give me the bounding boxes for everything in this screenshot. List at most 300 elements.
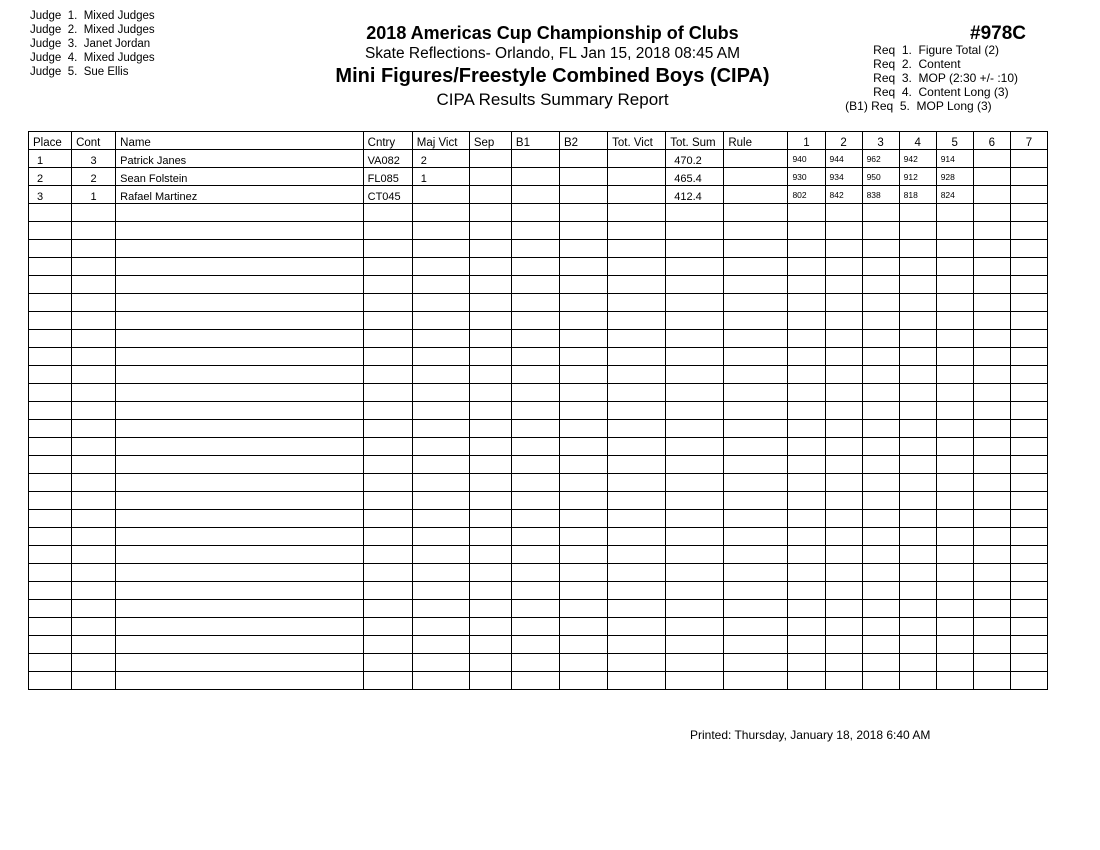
cell-b1 (511, 294, 559, 312)
cell-b2 (560, 384, 608, 402)
cell-tot-sum: 470.2 (666, 150, 724, 168)
cell-j3 (862, 384, 899, 402)
table-row (29, 240, 1048, 258)
cell-rule (724, 258, 788, 276)
cell-place (29, 474, 72, 492)
cell-place (29, 384, 72, 402)
cell-b1 (511, 276, 559, 294)
cell-rule (724, 528, 788, 546)
cell-b2 (560, 492, 608, 510)
column-header: Maj Vict (412, 132, 469, 150)
cell-maj-vict (412, 384, 469, 402)
table-row (29, 582, 1048, 600)
cell-j4 (899, 420, 936, 438)
cell-cntry (363, 672, 412, 690)
cell-maj-vict (412, 348, 469, 366)
cell-j1 (788, 204, 825, 222)
table-row (29, 276, 1048, 294)
cell-b1 (511, 672, 559, 690)
cell-tot-vict (608, 582, 666, 600)
column-header: Tot. Sum (666, 132, 724, 150)
cell-j3 (862, 672, 899, 690)
cell-name (116, 438, 363, 456)
cell-sep (469, 204, 511, 222)
competition-title: 2018 Americas Cup Championship of Clubs (366, 23, 739, 43)
cell-sep (469, 456, 511, 474)
cell-b1 (511, 150, 559, 168)
cell-b2 (560, 564, 608, 582)
cell-b2 (560, 150, 608, 168)
cell-cntry (363, 384, 412, 402)
cell-j2 (825, 528, 862, 546)
cell-tot-sum (666, 546, 724, 564)
cell-name (116, 276, 363, 294)
cell-cntry (363, 618, 412, 636)
cell-rule (724, 150, 788, 168)
cell-tot-vict (608, 672, 666, 690)
cell-j1 (788, 438, 825, 456)
cell-j6 (973, 384, 1010, 402)
cell-place: 3 (29, 186, 72, 204)
cell-sep (469, 240, 511, 258)
cell-j1 (788, 492, 825, 510)
cell-place (29, 456, 72, 474)
cell-maj-vict (412, 312, 469, 330)
cell-j3 (862, 294, 899, 312)
cell-j7 (1010, 204, 1047, 222)
cell-b1 (511, 654, 559, 672)
cell-maj-vict (412, 528, 469, 546)
cell-j6 (973, 294, 1010, 312)
cell-j1 (788, 474, 825, 492)
cell-j5 (936, 366, 973, 384)
cell-b1 (511, 168, 559, 186)
cell-name (116, 366, 363, 384)
cell-j2 (825, 366, 862, 384)
cell-name (116, 240, 363, 258)
cell-b2 (560, 438, 608, 456)
cell-j5 (936, 258, 973, 276)
cell-tot-vict (608, 528, 666, 546)
cell-j5 (936, 240, 973, 258)
requirement-prefix: (B1) (845, 99, 872, 113)
cell-j7 (1010, 348, 1047, 366)
cell-j5 (936, 510, 973, 528)
cell-b1 (511, 330, 559, 348)
cell-j3 (862, 510, 899, 528)
cell-maj-vict (412, 654, 469, 672)
cell-j2 (825, 420, 862, 438)
column-header: Cntry (363, 132, 412, 150)
cell-cntry: VA082 (363, 150, 412, 168)
cell-tot-vict (608, 294, 666, 312)
cell-j1 (788, 456, 825, 474)
table-row (29, 330, 1048, 348)
cell-tot-vict (608, 366, 666, 384)
cell-j4 (899, 240, 936, 258)
cell-b2 (560, 510, 608, 528)
cell-b2 (560, 618, 608, 636)
cell-cont (72, 510, 116, 528)
cell-tot-sum: 412.4 (666, 186, 724, 204)
cell-sep (469, 366, 511, 384)
cell-j6 (973, 654, 1010, 672)
cell-j2 (825, 474, 862, 492)
cell-b1 (511, 528, 559, 546)
cell-rule (724, 672, 788, 690)
cell-tot-sum (666, 402, 724, 420)
cell-rule (724, 186, 788, 204)
cell-b2 (560, 168, 608, 186)
cell-place (29, 204, 72, 222)
cell-place (29, 240, 72, 258)
cell-j6 (973, 564, 1010, 582)
cell-j3 (862, 546, 899, 564)
cell-sep (469, 384, 511, 402)
cell-tot-sum (666, 240, 724, 258)
cell-j7 (1010, 258, 1047, 276)
cell-tot-vict (608, 258, 666, 276)
cell-tot-sum (666, 654, 724, 672)
cell-maj-vict (412, 546, 469, 564)
table-row (29, 600, 1048, 618)
cell-tot-vict (608, 222, 666, 240)
cell-place (29, 276, 72, 294)
cell-b2 (560, 528, 608, 546)
cell-rule (724, 474, 788, 492)
cell-name (116, 258, 363, 276)
cell-rule (724, 204, 788, 222)
cell-j1: 802 (788, 186, 825, 204)
cell-j6 (973, 330, 1010, 348)
cell-rule (724, 654, 788, 672)
cell-maj-vict (412, 456, 469, 474)
cell-name (116, 456, 363, 474)
cell-j1 (788, 240, 825, 258)
cell-b2 (560, 474, 608, 492)
cell-name (116, 618, 363, 636)
cell-b2 (560, 186, 608, 204)
cell-cntry (363, 294, 412, 312)
cell-j6 (973, 546, 1010, 564)
cell-j5 (936, 384, 973, 402)
cell-maj-vict (412, 222, 469, 240)
cell-j6 (973, 582, 1010, 600)
column-header: B2 (560, 132, 608, 150)
cell-maj-vict (412, 330, 469, 348)
cell-name (116, 546, 363, 564)
cell-rule (724, 312, 788, 330)
cell-j7 (1010, 420, 1047, 438)
cell-maj-vict (412, 582, 469, 600)
cell-j7 (1010, 438, 1047, 456)
cell-j6 (973, 348, 1010, 366)
cell-b1 (511, 618, 559, 636)
cell-sep (469, 312, 511, 330)
cell-maj-vict (412, 438, 469, 456)
cell-b1 (511, 546, 559, 564)
cell-j1: 940 (788, 150, 825, 168)
cell-j3 (862, 528, 899, 546)
table-row (29, 474, 1048, 492)
cell-tot-vict (608, 384, 666, 402)
cell-j2 (825, 456, 862, 474)
cell-tot-vict (608, 474, 666, 492)
cell-cntry (363, 600, 412, 618)
cell-place (29, 492, 72, 510)
cell-rule (724, 402, 788, 420)
cell-j3: 950 (862, 168, 899, 186)
requirement-line (845, 99, 1018, 113)
column-header: Name (116, 132, 363, 150)
cell-name (116, 384, 363, 402)
cell-tot-sum (666, 276, 724, 294)
requirement-line: Req 3. MOP (2:30 +/- :10) (873, 71, 1018, 85)
cell-sep (469, 546, 511, 564)
cell-j2 (825, 672, 862, 690)
cell-name (116, 672, 363, 690)
cell-j4 (899, 528, 936, 546)
cell-name: Rafael Martinez (116, 186, 363, 204)
cell-j7 (1010, 600, 1047, 618)
cell-j2 (825, 600, 862, 618)
cell-j7 (1010, 312, 1047, 330)
cell-b2 (560, 258, 608, 276)
cell-name (116, 204, 363, 222)
cell-name (116, 510, 363, 528)
cell-j6 (973, 222, 1010, 240)
cell-j4 (899, 312, 936, 330)
cell-j6 (973, 168, 1010, 186)
cell-rule (724, 240, 788, 258)
cell-maj-vict: 1 (412, 168, 469, 186)
judge-line: Judge 5. Sue Ellis (30, 66, 129, 78)
cell-j5 (936, 654, 973, 672)
cell-sep (469, 600, 511, 618)
cell-tot-sum (666, 312, 724, 330)
location-date: Skate Reflections- Orlando, FL Jan 15, 2018 08:45 AM (364, 45, 741, 62)
table-row (29, 348, 1048, 366)
cell-rule (724, 636, 788, 654)
cell-sep (469, 438, 511, 456)
cell-b2 (560, 672, 608, 690)
cell-cont (72, 312, 116, 330)
cell-j5 (936, 636, 973, 654)
cell-cntry (363, 240, 412, 258)
cell-j2 (825, 348, 862, 366)
cell-maj-vict (412, 258, 469, 276)
cell-j6 (973, 474, 1010, 492)
cell-j2 (825, 312, 862, 330)
cell-j5 (936, 528, 973, 546)
cell-place (29, 348, 72, 366)
cell-tot-sum (666, 564, 724, 582)
cell-j7 (1010, 294, 1047, 312)
cell-name (116, 636, 363, 654)
cell-tot-vict (608, 402, 666, 420)
cell-j6 (973, 420, 1010, 438)
cell-place (29, 366, 72, 384)
cell-b2 (560, 222, 608, 240)
cell-place (29, 636, 72, 654)
cell-j7 (1010, 528, 1047, 546)
cell-j4 (899, 294, 936, 312)
cell-j5 (936, 420, 973, 438)
cell-cntry (363, 276, 412, 294)
table-row (29, 510, 1048, 528)
cell-name (116, 222, 363, 240)
cell-cntry (363, 546, 412, 564)
cell-cntry (363, 456, 412, 474)
cell-place: 1 (29, 150, 72, 168)
cell-place (29, 420, 72, 438)
cell-j6 (973, 672, 1010, 690)
cell-cont (72, 276, 116, 294)
cell-cntry (363, 582, 412, 600)
cell-j1 (788, 564, 825, 582)
cell-rule (724, 600, 788, 618)
cell-j3 (862, 204, 899, 222)
cell-maj-vict (412, 240, 469, 258)
cell-j2 (825, 294, 862, 312)
table-row (29, 186, 1048, 204)
cell-maj-vict (412, 672, 469, 690)
table-row (29, 636, 1048, 654)
cell-maj-vict (412, 294, 469, 312)
cell-j4: 912 (899, 168, 936, 186)
cell-name (116, 330, 363, 348)
cell-rule (724, 438, 788, 456)
cell-b1 (511, 438, 559, 456)
cell-rule (724, 510, 788, 528)
cell-cntry (363, 348, 412, 366)
cell-j3 (862, 222, 899, 240)
cell-j4 (899, 456, 936, 474)
cell-name (116, 564, 363, 582)
cell-j5 (936, 222, 973, 240)
cell-j4: 942 (899, 150, 936, 168)
cell-tot-vict (608, 420, 666, 438)
cell-maj-vict (412, 636, 469, 654)
cell-cont (72, 384, 116, 402)
table-row (29, 438, 1048, 456)
cell-j2 (825, 546, 862, 564)
cell-sep (469, 672, 511, 690)
cell-tot-sum (666, 294, 724, 312)
cell-sep (469, 420, 511, 438)
requirement-line: Req 2. Content (873, 57, 961, 71)
cell-cont (72, 636, 116, 654)
cell-j1 (788, 582, 825, 600)
cell-cont (72, 546, 116, 564)
printed-timestamp: Printed: Thursday, January 18, 2018 6:40 AM (690, 728, 931, 742)
cell-maj-vict (412, 474, 469, 492)
cell-tot-sum (666, 258, 724, 276)
cell-sep (469, 528, 511, 546)
cell-b2 (560, 240, 608, 258)
cell-tot-sum (666, 474, 724, 492)
cell-j6 (973, 186, 1010, 204)
cell-j6 (973, 456, 1010, 474)
cell-cont (72, 438, 116, 456)
cell-j7 (1010, 366, 1047, 384)
table-row (29, 564, 1048, 582)
cell-j2 (825, 276, 862, 294)
cell-j2 (825, 492, 862, 510)
cell-j7 (1010, 492, 1047, 510)
cell-j2 (825, 438, 862, 456)
cell-b1 (511, 510, 559, 528)
cell-cont (72, 492, 116, 510)
cell-j5 (936, 204, 973, 222)
cell-b1 (511, 222, 559, 240)
cell-j7 (1010, 150, 1047, 168)
cell-j7 (1010, 654, 1047, 672)
cell-place (29, 582, 72, 600)
cell-cont: 2 (72, 168, 116, 186)
cell-j7 (1010, 168, 1047, 186)
cell-place (29, 564, 72, 582)
cell-cntry (363, 222, 412, 240)
cell-j5 (936, 294, 973, 312)
cell-cont (72, 222, 116, 240)
cell-cont (72, 330, 116, 348)
cell-sep (469, 564, 511, 582)
cell-b2 (560, 294, 608, 312)
table-row (29, 528, 1048, 546)
cell-place (29, 600, 72, 618)
cell-j1 (788, 294, 825, 312)
cell-tot-sum (666, 456, 724, 474)
cell-b1 (511, 474, 559, 492)
cell-j4 (899, 636, 936, 654)
cell-tot-sum (666, 348, 724, 366)
cell-b1 (511, 348, 559, 366)
cell-j6 (973, 528, 1010, 546)
cell-b1 (511, 240, 559, 258)
cell-j1 (788, 600, 825, 618)
cell-cont (72, 600, 116, 618)
cell-sep (469, 402, 511, 420)
table-header-row (29, 132, 1048, 150)
cell-b1 (511, 456, 559, 474)
cell-j7 (1010, 618, 1047, 636)
cell-j6 (973, 510, 1010, 528)
cell-sep (469, 294, 511, 312)
cell-j4 (899, 474, 936, 492)
cell-j5 (936, 402, 973, 420)
cell-cntry (363, 510, 412, 528)
cell-j4 (899, 276, 936, 294)
cell-cntry: FL085 (363, 168, 412, 186)
cell-cont (72, 564, 116, 582)
cell-maj-vict (412, 564, 469, 582)
cell-tot-vict (608, 510, 666, 528)
results-body (29, 150, 1048, 690)
cell-b1 (511, 186, 559, 204)
cell-tot-sum (666, 636, 724, 654)
cell-sep (469, 222, 511, 240)
cell-cont (72, 618, 116, 636)
cell-j6 (973, 150, 1010, 168)
cell-j4 (899, 222, 936, 240)
cell-j1 (788, 312, 825, 330)
cell-j1 (788, 618, 825, 636)
cell-j3 (862, 366, 899, 384)
cell-rule (724, 348, 788, 366)
cell-j5 (936, 312, 973, 330)
column-header: Rule (724, 132, 788, 150)
